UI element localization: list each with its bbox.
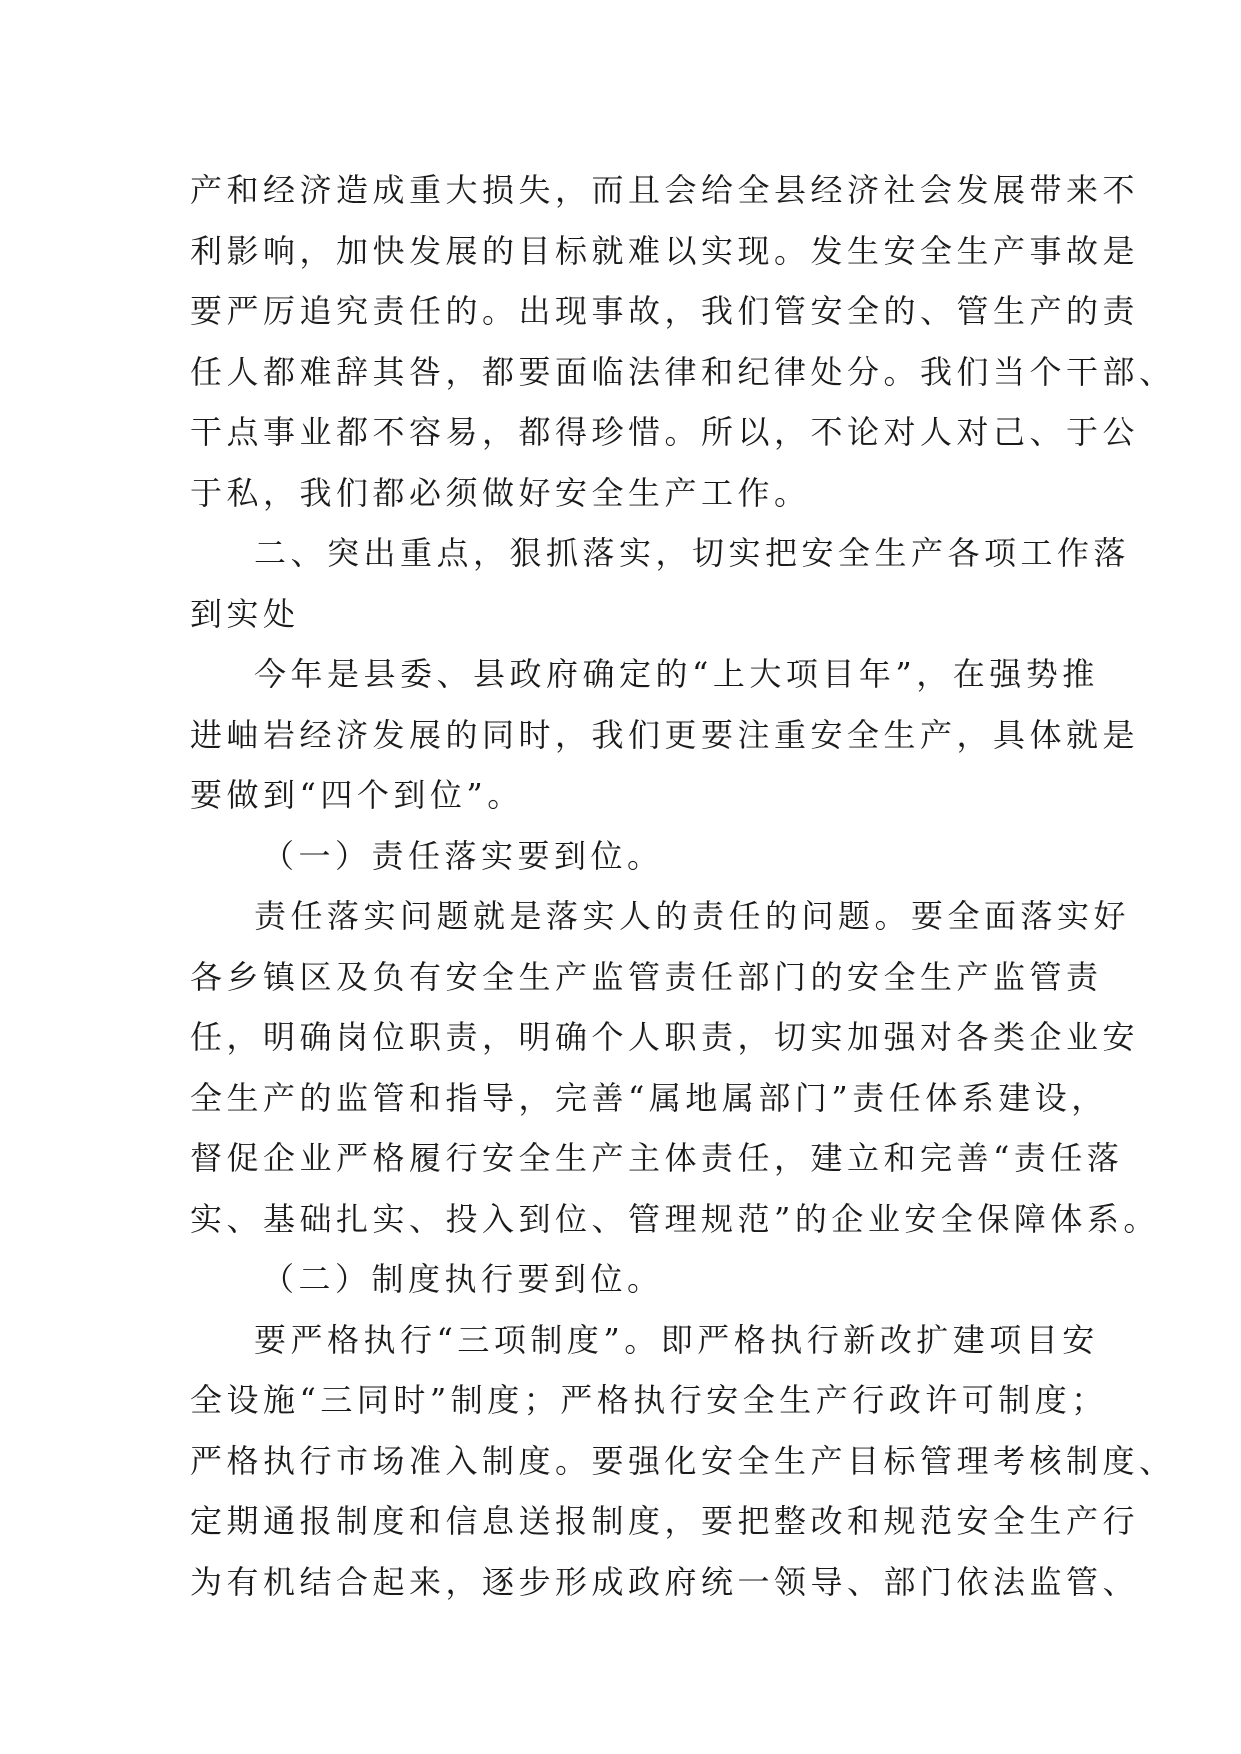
text-line: 要严格执行“三项制度”。即严格执行新改扩建项目安 <box>254 1320 1099 1359</box>
text-line: 责任落实问题就是落实人的责任的问题。要全面落实好 <box>254 897 1131 935</box>
text-line: 到实处 <box>190 594 300 633</box>
text-line: 要做到“四个到位”。 <box>190 776 524 814</box>
text-line: 实、基础扎实、投入到位、管理规范”的企业安全保障体系。 <box>190 1199 1160 1238</box>
text-line: 各乡镇区及负有安全生产监管责任部门的安全生产监管责 <box>190 957 1103 996</box>
text-line: 二、突出重点，狠抓落实，切实把安全生产各项工作落 <box>254 534 1131 572</box>
text-line: 任人都难辞其咎，都要面临法律和纪律处分。我们当个干部、 <box>190 352 1176 391</box>
text-line: 于私，我们都必须做好安全生产工作。 <box>190 473 811 512</box>
text-line: 任，明确岗位职责，明确个人职责，切实加强对各类企业安 <box>190 1018 1140 1056</box>
text-line: 为有机结合起来，逐步形成政府统一领导、部门依法监管、 <box>190 1562 1140 1601</box>
text-line: 督促企业严格履行安全生产主体责任，建立和完善“责任落 <box>190 1139 1124 1177</box>
text-line: （二）制度执行要到位。 <box>262 1260 664 1298</box>
text-line: 利影响，加快发展的目标就难以实现。发生安全生产事故是 <box>190 231 1140 270</box>
text-line: 进岫岩经济发展的同时，我们更要注重安全生产，具体就是 <box>190 715 1140 754</box>
text-line: 定期通报制度和信息送报制度，要把整改和规范安全生产行 <box>190 1502 1140 1540</box>
text-line: 产和经济造成重大损失，而且会给全县经济社会发展带来不 <box>190 171 1140 209</box>
document-body <box>190 160 1176 1612</box>
text-line: 全设施“三同时”制度；严格执行安全生产行政许可制度； <box>190 1381 1108 1419</box>
text-line: 全生产的监管和指导，完善“属地属部门”责任体系建设， <box>190 1078 1108 1117</box>
text-line: 干点事业都不容易，都得珍惜。所以，不论对人对己、于公 <box>190 413 1140 451</box>
text-line: 严格执行市场准入制度。要强化安全生产目标管理考核制度、 <box>190 1441 1176 1480</box>
text-line: 要严厉追究责任的。出现事故，我们管安全的、管生产的责 <box>190 292 1140 330</box>
text-line: 今年是县委、县政府确定的“上大项目年”，在强势推 <box>254 655 1099 693</box>
text-line: （一）责任落实要到位。 <box>262 836 664 875</box>
